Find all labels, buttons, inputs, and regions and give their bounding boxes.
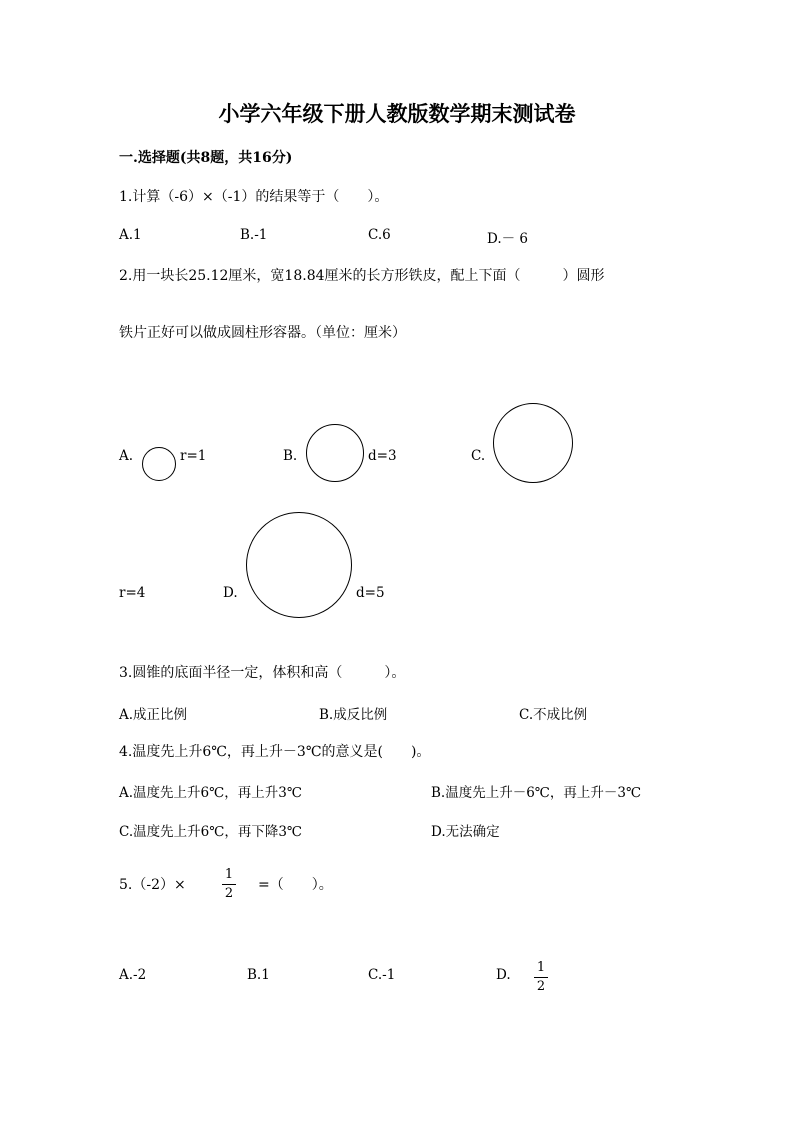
q2-option-b-label[interactable]: B. [283, 448, 298, 464]
fraction-denominator: 2 [224, 886, 234, 901]
section-heading: 一.选择题(共8题，共16分) [119, 150, 293, 166]
circle-c-figure [493, 403, 573, 483]
q4-option-d[interactable]: D.无法确定 [431, 824, 500, 840]
question-4-stem: 4.温度先上升6℃，再上升－3℃的意义是( )。 [119, 744, 431, 760]
page-title: 小学六年级下册人教版数学期末测试卷 [218, 101, 576, 126]
q5-option-b[interactable]: B.1 [247, 967, 270, 983]
q2-option-a-label[interactable]: A. [119, 448, 134, 464]
question-2-stem-line2: 铁片正好可以做成圆柱形容器。（单位：厘米） [119, 325, 406, 341]
q4-option-b[interactable]: B.温度先上升－6℃，再上升－3℃ [431, 785, 642, 801]
q3-option-c[interactable]: C.不成比例 [519, 707, 588, 723]
circle-b-figure [306, 424, 364, 482]
circle-a-dimension: r=1 [180, 448, 207, 464]
q3-option-a[interactable]: A.成正比例 [119, 707, 188, 723]
q5-option-c[interactable]: C.-1 [368, 967, 396, 983]
question-3-stem: 3.圆锥的底面半径一定，体积和高（ ）。 [119, 665, 406, 681]
q5-option-a[interactable]: A.-2 [119, 967, 147, 983]
q3-option-b[interactable]: B.成反比例 [319, 707, 388, 723]
fraction-bar [534, 977, 548, 978]
question-2-stem-line1: 2.用一块长25.12厘米，宽18.84厘米的长方形铁皮，配上下面（ ）圆形 [119, 268, 605, 284]
q1-option-b[interactable]: B.-1 [240, 227, 268, 243]
question-1-stem: 1.计算（-6）×（-1）的结果等于（ ）。 [119, 189, 389, 205]
q2-option-d-label[interactable]: D. [223, 585, 238, 601]
fraction-denominator: 2 [536, 979, 546, 994]
circle-c-dimension: r=4 [119, 585, 146, 601]
circle-d-figure [246, 512, 352, 618]
q4-option-a[interactable]: A.温度先上升6℃，再上升3℃ [119, 785, 302, 801]
q4-option-c[interactable]: C.温度先上升6℃，再下降3℃ [119, 824, 303, 840]
q5-option-d[interactable]: D. [496, 967, 511, 983]
fraction-numerator: 1 [536, 960, 546, 975]
circle-b-dimension: d=3 [368, 448, 397, 464]
q5-option-d-fraction [534, 961, 548, 994]
circle-d-dimension: d=5 [356, 585, 385, 601]
q1-option-d[interactable]: D.－ 6 [487, 231, 529, 247]
question-5-stem-suffix: =（ ）。 [258, 877, 333, 893]
q2-option-c-label[interactable]: C. [471, 448, 486, 464]
fraction-numerator: 1 [224, 867, 234, 882]
circle-a-figure [142, 447, 176, 481]
question-5-fraction [222, 868, 236, 901]
q1-option-a[interactable]: A.1 [119, 227, 142, 243]
question-5-stem-prefix: 5.（-2）× [119, 877, 186, 893]
q1-option-c[interactable]: C.6 [368, 227, 391, 243]
fraction-bar [222, 884, 236, 885]
